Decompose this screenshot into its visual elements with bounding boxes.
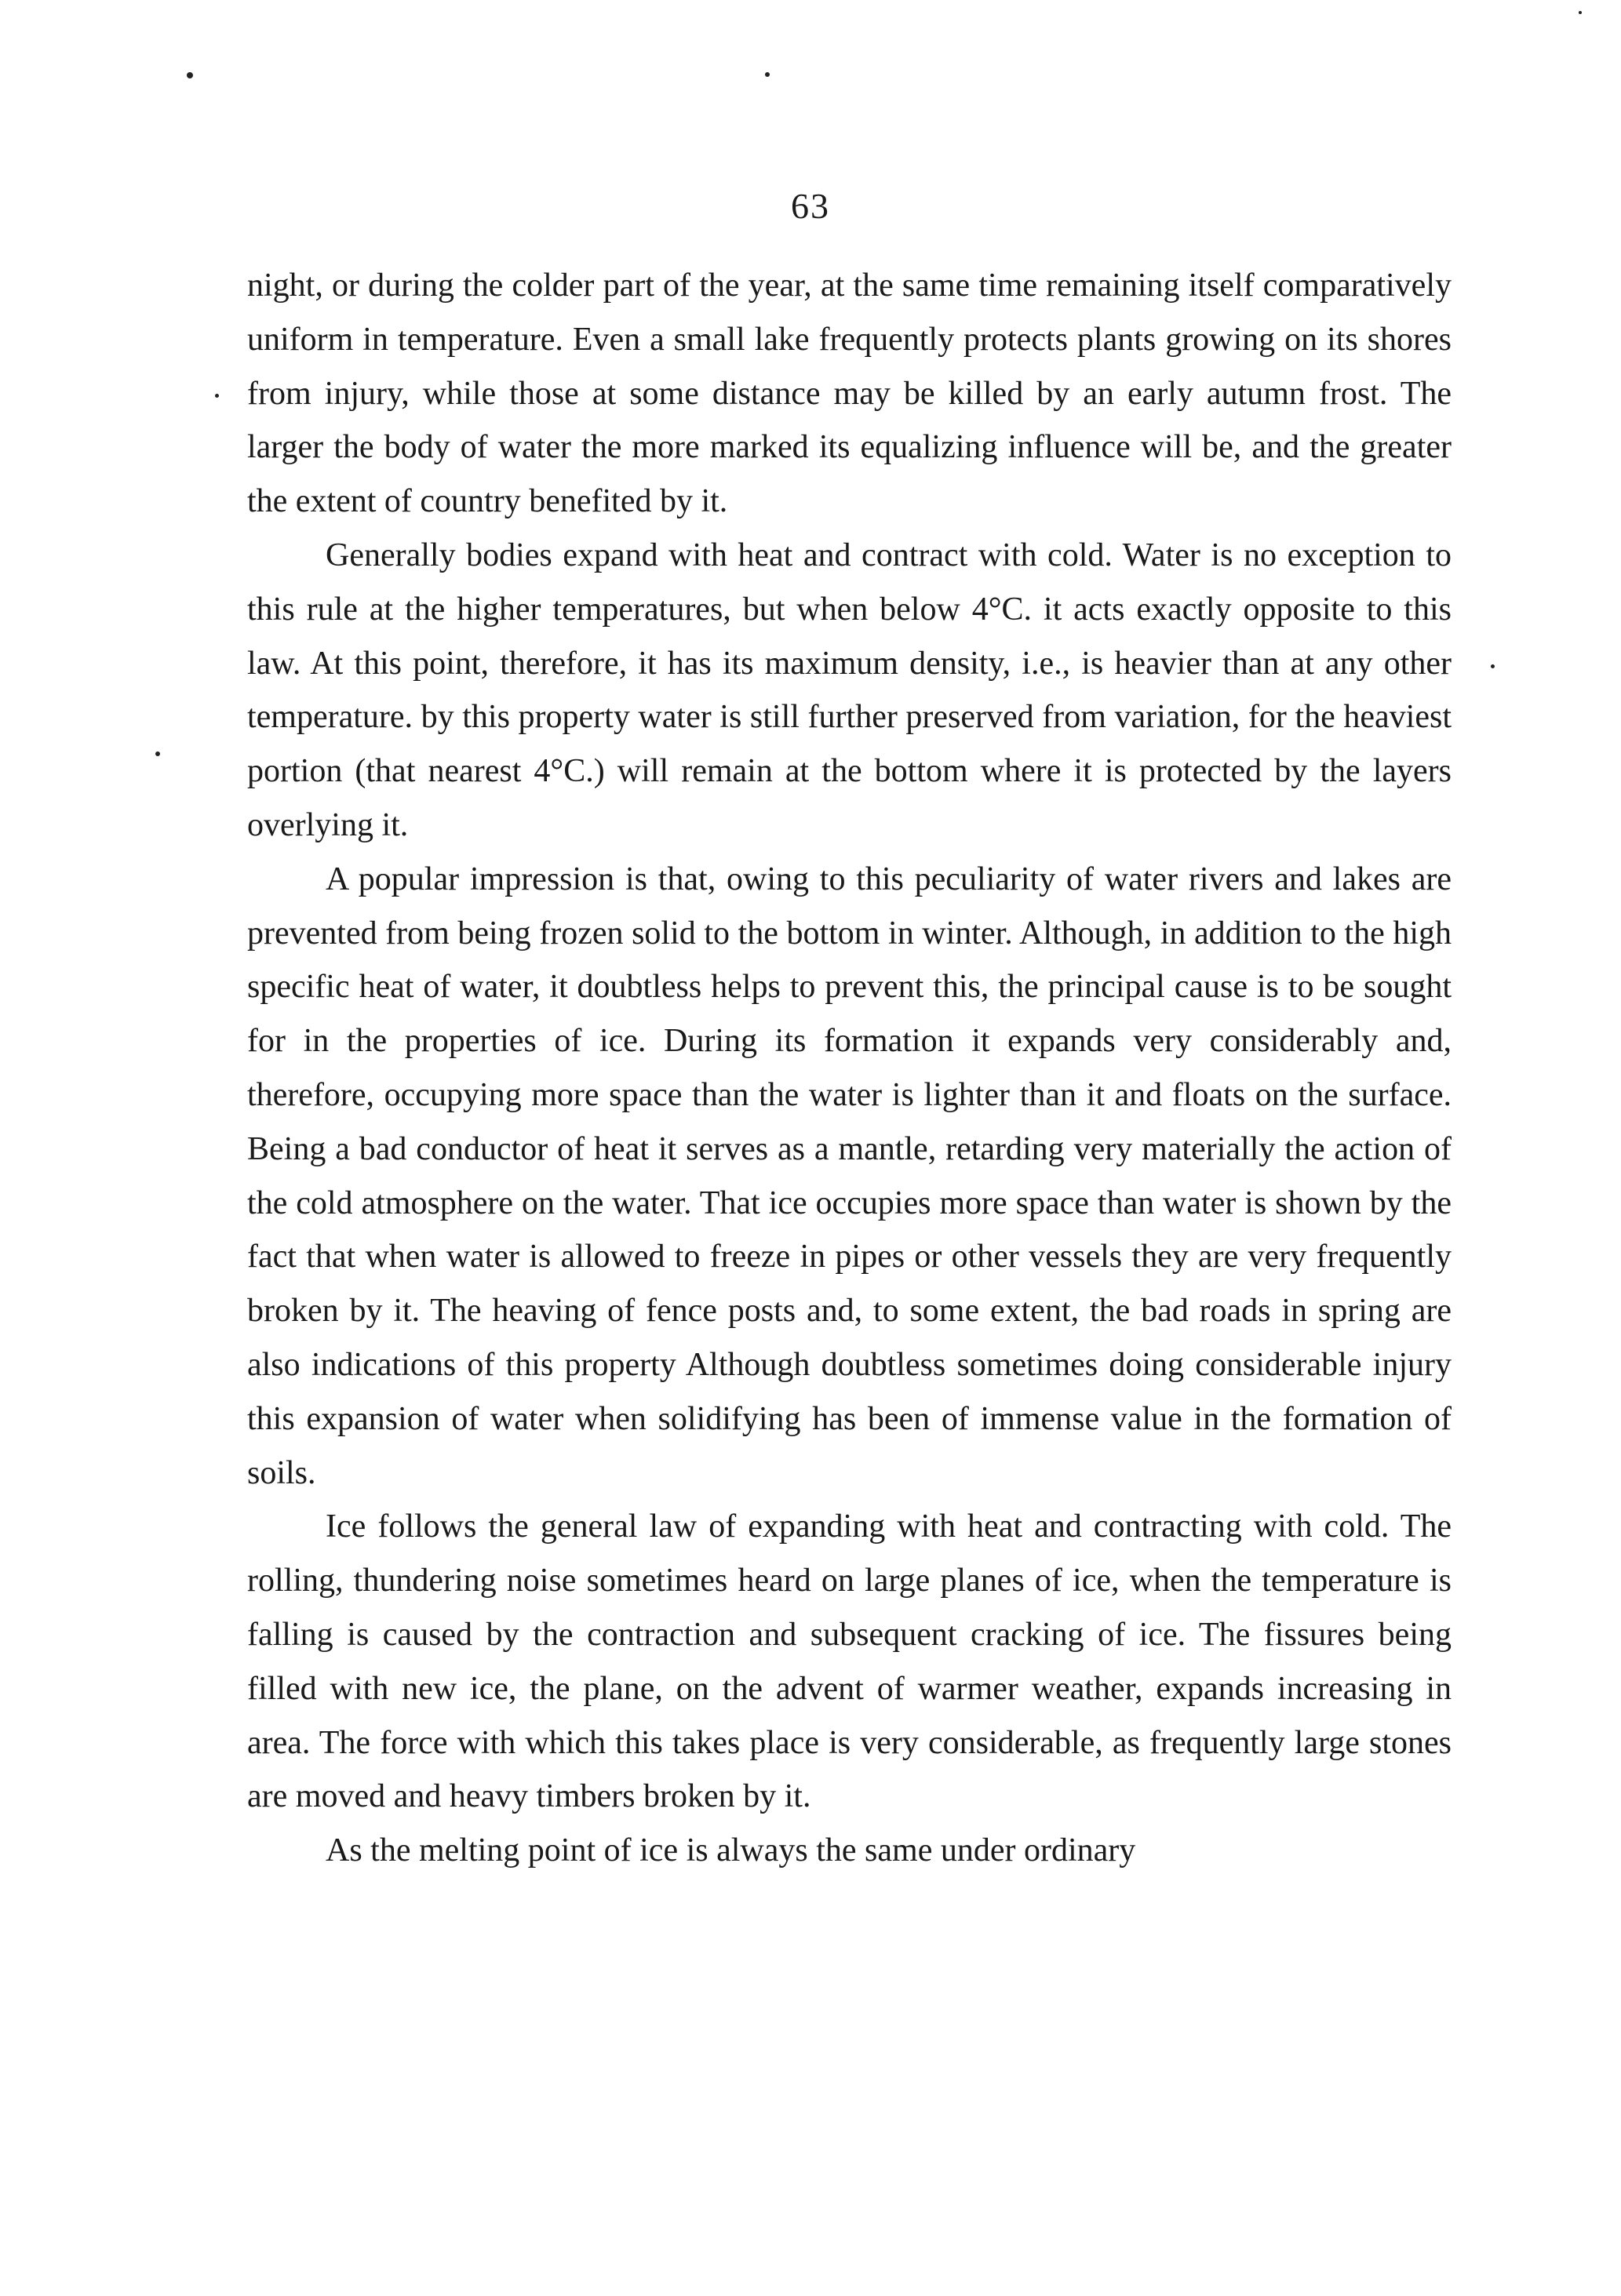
paragraph-ice-properties: A popular impression is that, owing to this peculiarity of water rivers and lakes are prevented from being frozen solid to the bottom in winter. Although, in addition to the high specific heat of water, it doubtless helps to prevent this, the principal cause is to be sought for in the properties of ice. During its formation it expands very considerably and, therefore, occupying more space than the water is lighter than it and floats on the surface. Being a bad conductor of heat it serves as a mantle, retarding very materially the action of the cold atmosphere on the water. That ice occupies more space than water is shown by the fact that when water is allowed to freeze in pipes or other vessels they are very frequently broken by it. The heaving of fence posts and, to some extent, the bad roads in spring are also indications of this property Although doubtless sometimes doing considerable injury this expansion of water when solidifying has been of immense value in the formation of soils. <box>247 861 1452 1491</box>
page-number: 63 <box>791 186 830 226</box>
scan-speck <box>1579 11 1582 14</box>
scan-speck <box>215 394 219 398</box>
scan-speck <box>765 72 770 77</box>
paragraph-melting-point: As the melting point of ice is always the same under ordinary <box>326 1832 1136 1869</box>
scan-speck <box>1491 664 1495 668</box>
paragraph-expansion: Generally bodies expand with heat and contract with cold. Water is no exception to this rule at the higher temperatures, but when below 4°C. it acts exactly opposite to this law. At this point, therefore, it has its maximum density, i.e., is heavier than at any other temperature. by this property water is still further preserved from variation, for the heaviest portion (that nearest 4°C.) will remain at the bottom where it is protected by the layers overlying it. <box>247 537 1452 843</box>
scan-speck <box>187 72 193 78</box>
paragraph-continued: night, or during the colder part of the year, at the same time remaining itself comparatively uniform in temperature. Even a small lake frequently protects plants growing on its shores from injury, while those at some distance may be killed by an early autumn frost. The larger the body of water the more marked its equalizing influence will be, and the greater the extent of country benefited by it. <box>247 267 1452 520</box>
paragraph-ice-contraction: Ice follows the general law of expanding with heat and contracting with cold. The rolling, thundering noise sometimes heard on large planes of ice, when the temperature is falling is caused by the contraction and subsequent cracking of ice. The fissures being filled with new ice, the plane, on the advent of warmer weather, expands increasing in area. The force with which this takes place is very considerable, as frequently large stones are moved and heavy timbers broken by it. <box>247 1508 1452 1815</box>
body-text <box>247 259 1452 1878</box>
scan-speck <box>155 751 160 756</box>
